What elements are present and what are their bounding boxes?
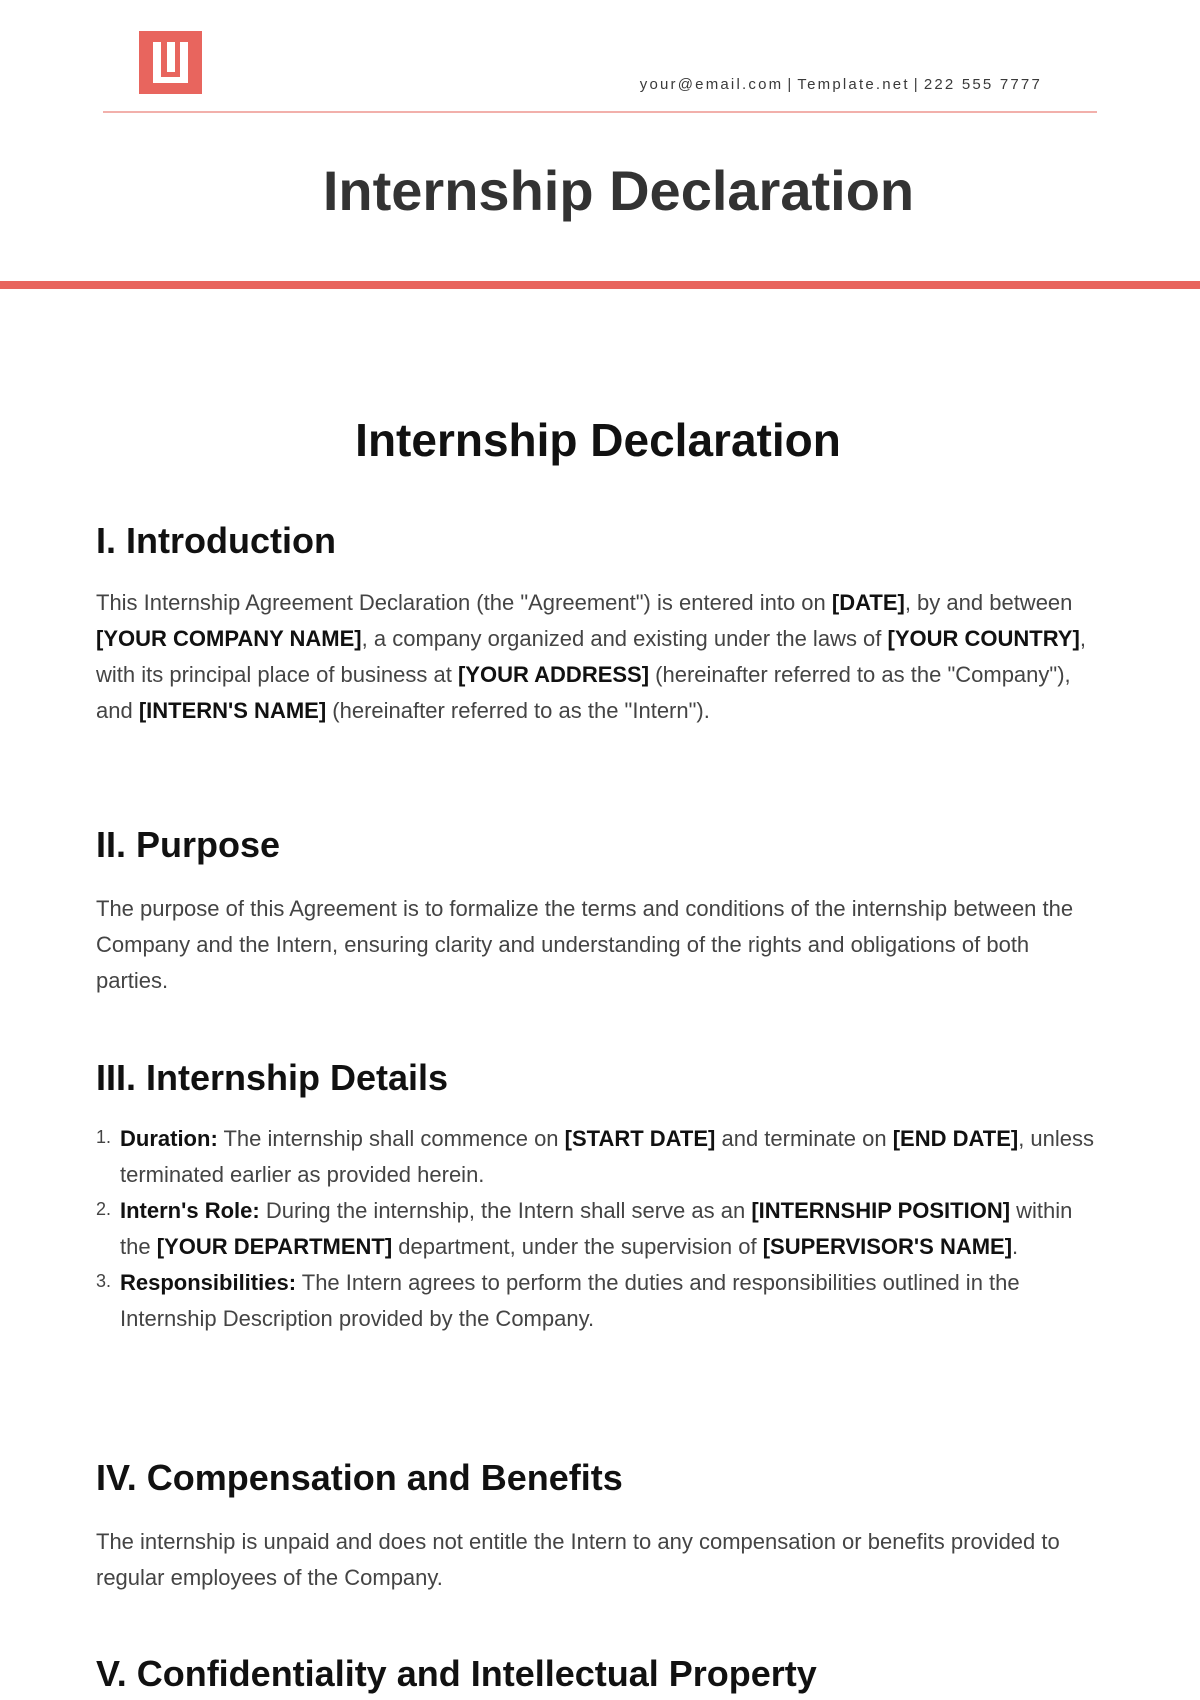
list-item [96,1121,1104,1193]
placeholder-address: [YOUR ADDRESS] [457,662,650,687]
section-heading-introduction: I. Introduction [96,520,336,561]
section-heading-details: III. Internship Details [96,1057,449,1098]
list-item [96,1265,1104,1337]
text-run: During the internship, the Intern shall serve as an [259,1198,752,1223]
compensation-paragraph: The internship is unpaid and does not entitle the Intern to any compensation or benefits provided to regular employees of the Company. [96,1529,1060,1590]
contact-phone: 222 555 7777 [923,76,1042,93]
list-number: 2. [96,1199,112,1219]
list-item-label: Responsibilities: [120,1270,297,1295]
placeholder-country: [YOUR COUNTRY] [887,626,1080,651]
text-run: within the [120,1198,1073,1259]
list-item [96,1193,1104,1265]
text-run: and terminate on [715,1126,893,1151]
text-run: , by and between [904,590,1073,615]
placeholder-date: [DATE] [831,590,905,615]
list-item-label: Intern's Role: [120,1198,260,1223]
contact-website: Template.net [797,76,910,93]
text-run: , unless terminated earlier as provided herein. [120,1126,1095,1187]
text-run: The Intern agrees to perform the duties and responsibilities outlined in the Internship Description provided by the Company. [120,1270,1020,1331]
header-divider [103,111,1097,113]
text-run: . [1012,1234,1019,1259]
placeholder-department: [YOUR DEPARTMENT] [156,1234,393,1259]
section-heading-confidentiality: V. Confidentiality and Intellectual Property [96,1653,817,1694]
contact-separator: | [787,76,794,93]
logo-mark [139,31,202,94]
placeholder-company-name: [YOUR COMPANY NAME] [96,626,362,651]
placeholder-supervisor-name: [SUPERVISOR'S NAME] [762,1234,1013,1259]
template-logo-icon [139,31,202,94]
internship-details-list [96,1121,1104,1337]
placeholder-end-date: [END DATE] [892,1126,1019,1151]
banner-accent-bar [0,281,1200,289]
contact-email: your@email.com [639,76,784,93]
text-run: department, under the supervision of [392,1234,763,1259]
text-run: This Internship Agreement Declaration (the "Agreement") is entered into on [96,590,832,615]
placeholder-internship-position: [INTERNSHIP POSITION] [751,1198,1011,1223]
section-heading-compensation: IV. Compensation and Benefits [96,1457,623,1498]
text-run: , with its principal place of business at [96,626,1086,687]
contact-info [640,76,1042,93]
list-item-label: Duration: [120,1126,218,1151]
section-heading-purpose: II. Purpose [96,824,281,865]
list-number: 1. [96,1127,112,1147]
text-run: , a company organized and existing under the laws of [361,626,888,651]
introduction-paragraph [96,585,1100,729]
placeholder-start-date: [START DATE] [564,1126,716,1151]
document-title: Internship Declaration [355,414,841,466]
text-run: The internship shall commence on [217,1126,565,1151]
placeholder-intern-name: [INTERN'S NAME] [138,698,327,723]
purpose-paragraph: The purpose of this Agreement is to formalize the terms and conditions of the internship between the Company and the Intern, ensuring clarity and understanding of the rights and obligations of both parties. [96,896,1074,993]
text-run: (hereinafter referred to as the "Company"), and [96,662,1071,723]
text-run: (hereinafter referred to as the "Intern"). [326,698,710,723]
list-number: 3. [96,1271,112,1291]
contact-separator: | [913,76,920,93]
banner-title: Internship Declaration [322,159,915,222]
